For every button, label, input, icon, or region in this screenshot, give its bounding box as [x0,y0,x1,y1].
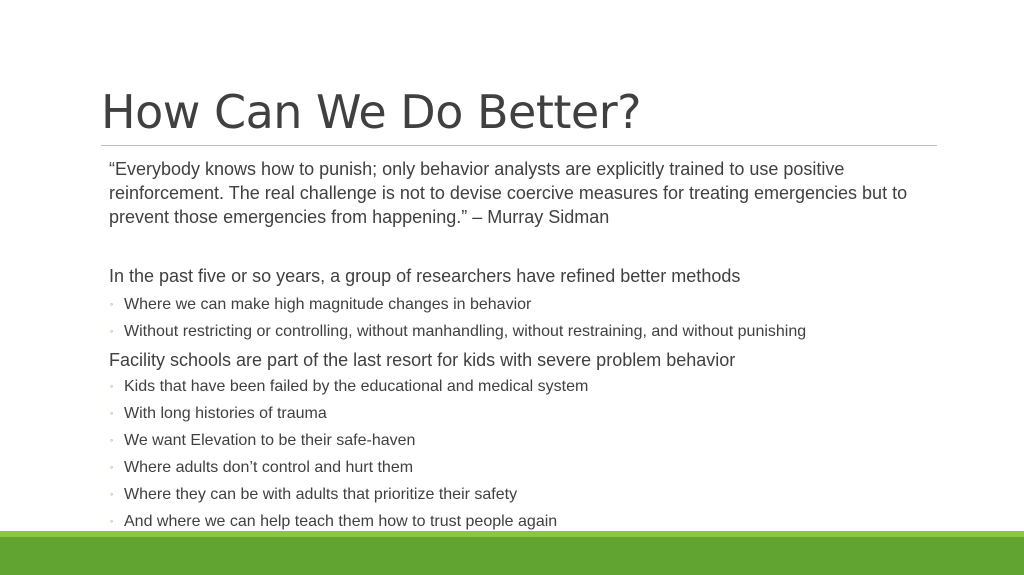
list-item [109,430,939,451]
list-item [109,511,939,532]
bullet-circle-icon: ◦ [110,326,114,336]
bullet-text: Where they can be with adults that prioritize their safety [124,486,518,503]
list-item [109,321,939,342]
bullet-text: Where we can make high magnitude changes in behavior [124,296,532,313]
list-item [109,376,939,397]
bullet-text: Without restricting or controlling, without manhandling, without restraining, and without punishing [124,323,807,340]
bullet-circle-icon: ◦ [110,299,114,309]
slide-body [109,157,939,538]
section-heading-facility-schools: Facility schools are part of the last resort for kids with severe problem behavior [109,350,736,370]
slide-title: How Can We Do Better? [101,85,642,139]
bullet-text: Kids that have been failed by the educational and medical system [124,378,589,395]
sidman-quote: “Everybody knows how to punish; only behavior analysts are explicitly trained to use positive reinforcement. The real challenge is not to devise coercive measures for treating emergencies but to prevent those emergencies from happening.” – Murray Sidman [109,159,908,227]
bullet-circle-icon: ◦ [110,489,114,499]
bullet-text: With long histories of trauma [124,405,327,422]
bullet-list-facility-schools [109,376,939,532]
list-item [109,457,939,478]
bullet-text: And where we can help teach them how to trust people again [124,513,558,530]
section-heading-researchers: In the past five or so years, a group of researchers have refined better methods [109,266,741,286]
bullet-text: Where adults don’t control and hurt them [124,459,414,476]
list-item [109,484,939,505]
bullet-circle-icon: ◦ [110,435,114,445]
footer-band [0,537,1024,575]
list-item [109,403,939,424]
bullet-circle-icon: ◦ [110,408,114,418]
bullet-list-researchers [109,294,939,342]
bullet-circle-icon: ◦ [110,462,114,472]
bullet-circle-icon: ◦ [110,381,114,391]
list-item [109,294,939,315]
title-divider [101,145,937,146]
bullet-circle-icon: ◦ [110,516,114,526]
bullet-text: We want Elevation to be their safe-haven [124,432,416,449]
